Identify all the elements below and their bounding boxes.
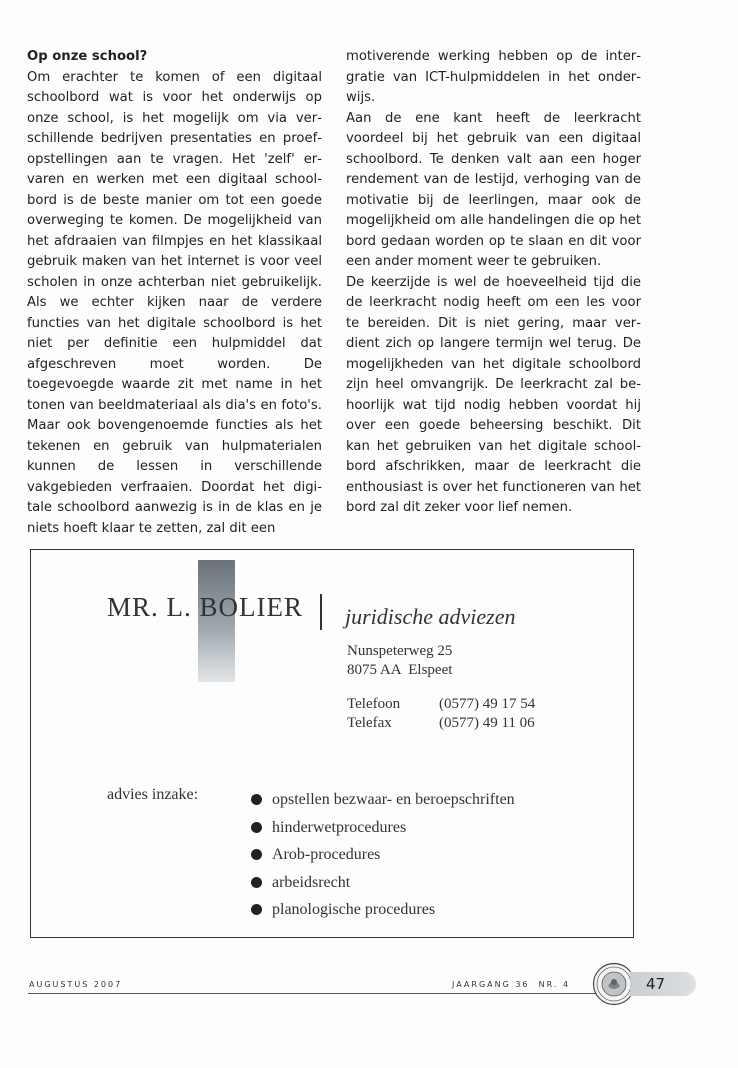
ad-phone-row [347,695,535,714]
ad-fax-number: (0577) 49 11 06 [439,715,535,731]
ad-fax-label: Telefax [347,715,392,731]
ad-city: 8075 AA Elspeet [347,662,453,678]
list-item: planologische procedures [251,896,515,924]
bullet-icon [251,822,262,833]
ad-street: Nunspeterweg 25 [347,643,453,659]
right-paragraph-3: De keerzijde is wel de hoeveelheid tijd die de leerkracht nodig heeft om een les voor te bereiden. Dit is niet gering, maar verdient zich op langere termijn wel terug. De mogelijkheden van het digitale schoolbord zijn heel omvangrijk. De leerkracht zal behoorlijk wat tijd nodig hebben voordat hij over een goede beheersing beschikt. Dit kan het gebruiken van het digitale schoolbord afschrikken, maar de leerkracht die enthousiast is over het functioneren van het bord zal dit zeker voor lief nemen. [346,274,641,515]
ad-services-list [251,786,515,924]
bullet-icon [251,877,262,888]
article-right-column [346,47,641,519]
footer-date: AUGUSTUS 2007 [29,980,123,989]
article-left-column [27,47,322,539]
ad-fax-row [347,714,535,733]
section-heading: Op onze school? [27,49,148,64]
list-item: opstellen bezwaar- en beroepschriften [251,786,515,814]
footer-issue: JAARGANG 36 NR. 4 [452,980,571,989]
bullet-icon [251,794,262,805]
right-paragraph-1: motiverende werking hebben op de intergratie van ICT-hulpmiddelen in het onderwijs. [346,49,641,105]
list-item: hinderwetprocedures [251,814,515,842]
ad-phone-number: (0577) 49 17 54 [439,696,536,712]
ad-phone-label: Telefoon [347,696,401,712]
left-body-paragraph: Om erachter te komen of een digitaal schoolbord wat is voor het onderwijs op onze school, is het mogelijk om via verschillende bedrijven presentaties en proefopstellingen aan te vragen. Het 'zelf' ervaren en werken met een digitaal schoolbord is de beste manier om tot een goede overweging te komen. De mogelijkheid van het afdraaien van filmpjes en het klassikaal gebruik maken van het internet is voor veel scholen in onze achterban niet gebruikelijk. Als we echter kijken naar de verdere functies van het digitale schoolbord is het niet per definitie een hulpmiddel dat afgeschreven moet worden. De toegevoegde waarde zit met name in het tonen van beeldmateriaal als dia's en foto's. Maar ook bovengenoemde functies als het tekenen en gebruik van hulpmaterialen kunnen de lessen in verschillende vakgebieden verfraaien. Doordat het digitale schoolbord aanwezig is in de klas en je niets hoeft klaar te zetten, zal dit een [27,69,322,536]
advertisement-box [30,549,634,938]
bullet-icon [251,849,262,860]
ad-contact [347,695,535,733]
bullet-icon [251,904,262,915]
footer-rule [28,993,596,994]
list-item: arbeidsrecht [251,869,515,897]
page-number: 47 [630,972,696,996]
list-item: Arob-procedures [251,841,515,869]
ad-company-name: MR. L. BOLIER [107,592,304,622]
ad-address [347,642,452,680]
ad-tagline: juridische adviezen [345,604,516,629]
right-paragraph-2: Aan de ene kant heeft de leerkracht voordeel bij het gebruik van een digitaal schoolbord. Te denken valt aan een hoger rendement van de lestijd, verhoging van de motivatie bij de leerlingen, maar ook de mogelijkheid om alle handelingen die op het bord gedaan worden op te slaan en dit voor een ander moment weer te gebruiken. [346,110,641,269]
ad-advies-label: advies inzake: [107,786,199,803]
ad-divider [320,594,322,630]
